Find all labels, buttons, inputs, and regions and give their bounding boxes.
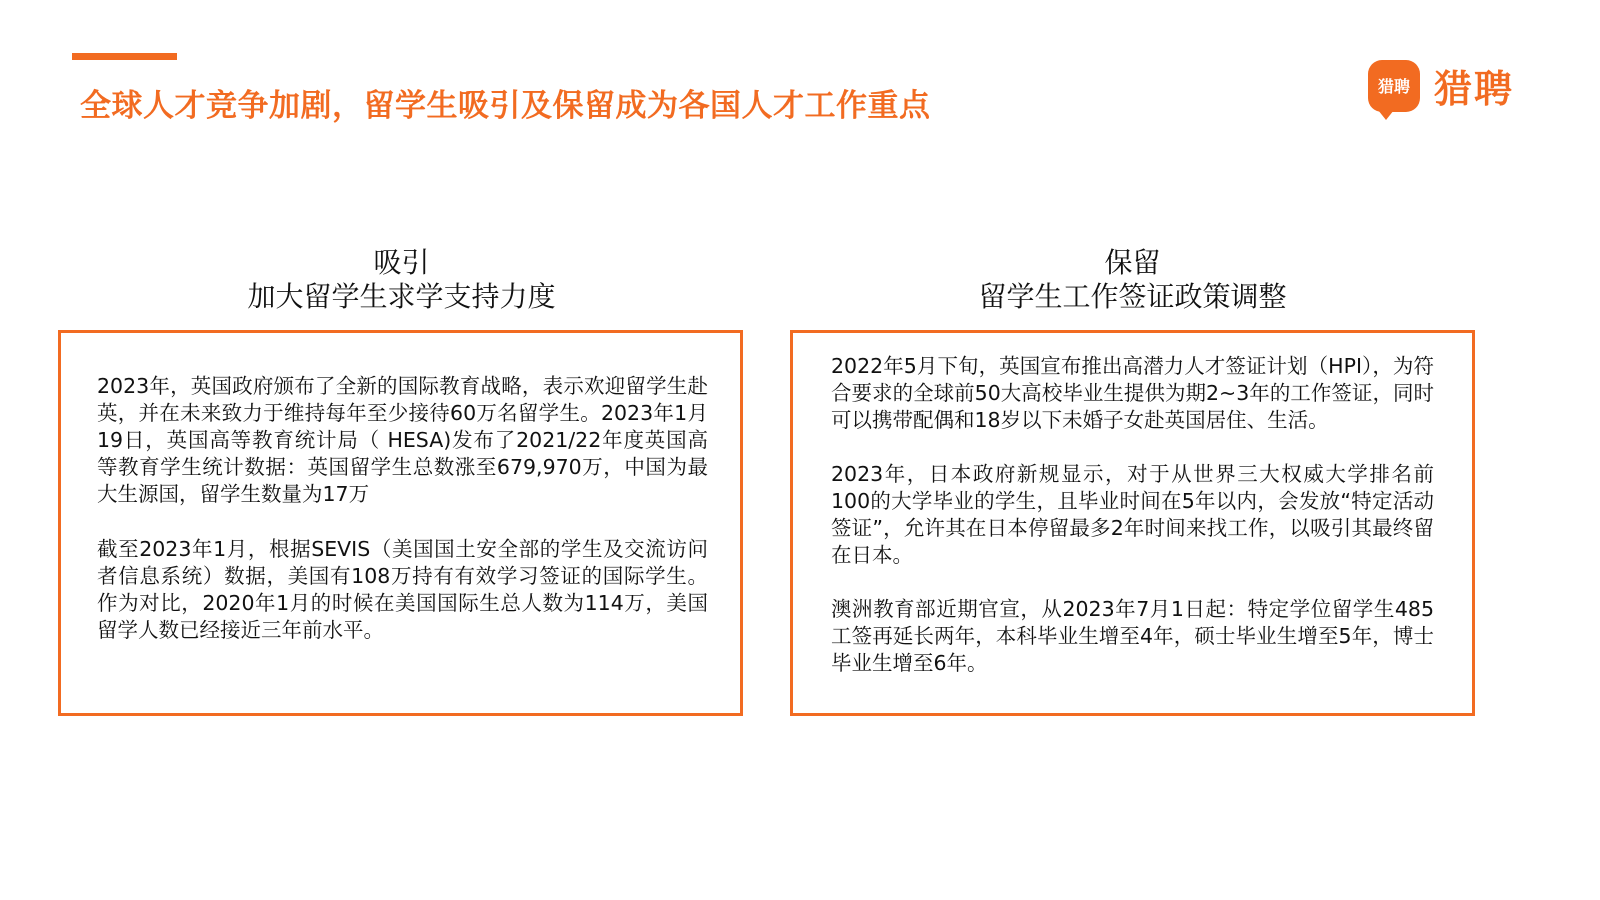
retain-paragraph-uk: 2022年5月下旬，英国宣布推出高潜力人才签证计划（HPI），为符合要求的全球前50大高校毕业生提供为期2~3年的工作签证，同时可以携带配偶和18岁以下未婚子女赴英国居住、生活。 [831,354,1434,432]
title-accent-bar [72,53,177,60]
brand-logo [1368,58,1514,113]
retain-heading-subtitle: 留学生工作签证政策调整 [978,280,1287,313]
attract-paragraph-us: 截至2023年1月，根据SEVIS（美国国土安全部的学生及交流访问者信息系统）数据，美国有108万持有有效学习签证的国际学生。作为对比，2020年1月的时候在美国国际生总人数为114万，美国留学人数已经接近三年前水平。 [97,537,708,642]
logo-badge-text: 猎聘 [1377,77,1410,96]
attract-paragraph-uk: 2023年，英国政府颁布了全新的国际教育战略，表示欢迎留学生赴英，并在未来致力于维持每年至少接待60万名留学生。2023年1月19日，英国高等教育统计局（ HESA)发布了2021/22年度英国高等教育学生统计数据：英国留学生总数涨至679,970万，中国为最大生源国，留学生数量为17万 [97,374,708,506]
attract-panel [58,330,743,716]
retain-panel [790,330,1475,716]
attract-heading [60,246,743,314]
speech-bubble-logo-icon [1368,60,1420,112]
logo-wordmark: 猎聘 [1433,67,1514,111]
retain-heading-title: 保留 [1104,246,1161,279]
retain-paragraph-australia: 澳洲教育部近期官宣，从2023年7月1日起：特定学位留学生485工签再延长两年，本科毕业生增至4年，硕士毕业生增至5年，博士毕业生增至6年。 [831,597,1434,675]
page-title: 全球人才竞争加剧，留学生吸引及保留成为各国人才工作重点 [80,88,931,124]
retain-paragraph-japan: 2023年，日本政府新规显示，对于从世界三大权威大学排名前100的大学毕业的学生，且毕业时间在5年以内，会发放“特定活动签证”，允许其在日本停留最多2年时间来找工作，以吸引其最终留在日本。 [831,462,1434,567]
attract-heading-subtitle: 加大留学生求学支持力度 [247,280,556,313]
retain-heading [790,246,1475,314]
attract-heading-title: 吸引 [373,246,430,279]
